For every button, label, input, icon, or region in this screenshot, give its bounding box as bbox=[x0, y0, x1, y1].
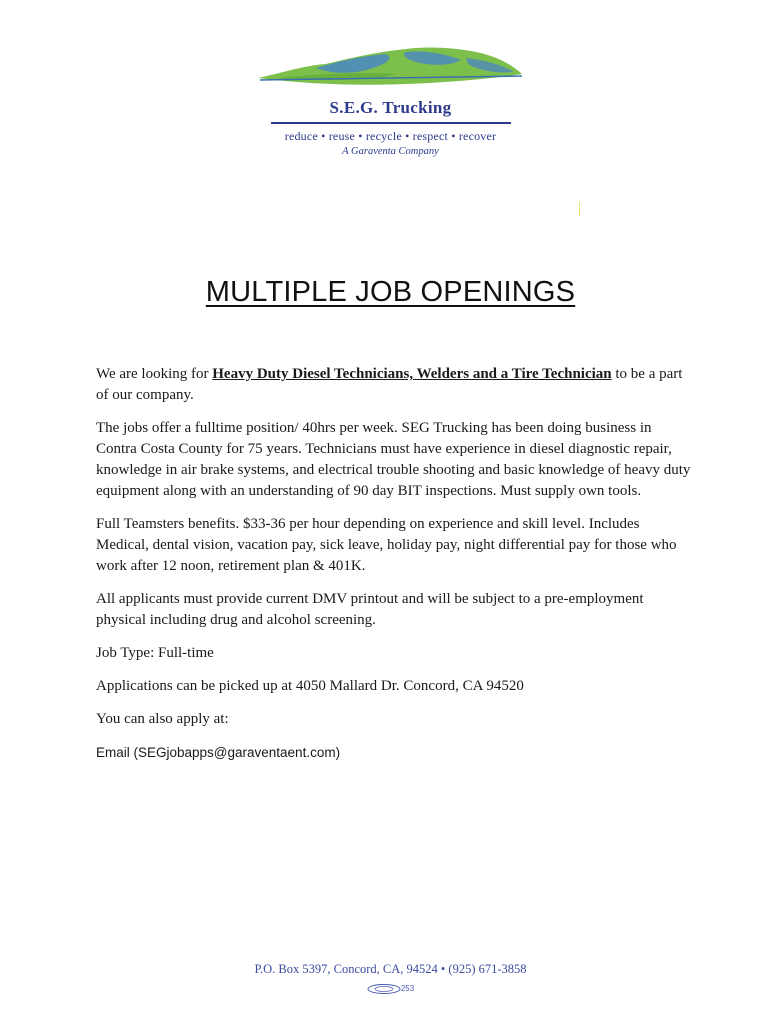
document-body bbox=[96, 364, 696, 763]
intro-paragraph bbox=[96, 364, 696, 406]
intro-text-start: We are looking for bbox=[96, 366, 213, 382]
company-tagline: reduce • reuse • recycle • respect • recover bbox=[284, 129, 497, 143]
footer-address: P.O. Box 5397, Concord, CA, 94524 • (925) 671-3858 bbox=[254, 962, 527, 976]
benefits-paragraph: Full Teamsters benefits. $33-36 per hour depending on experience and skill level. Includes Medical, dental vision, vacation pay, sick leave, holiday pay, night differential pay for those who work after 12 noon, retirement plan & 401K. bbox=[96, 516, 677, 574]
union-bug-icon bbox=[367, 984, 401, 994]
intro-text-end: to be a part of our company. bbox=[96, 366, 683, 403]
positions-highlight: Heavy Duty Diesel Technicians, Welders and a Tire Technician bbox=[212, 366, 612, 382]
apply-also: You can also apply at: bbox=[96, 711, 229, 727]
parent-company: A Garaventa Company bbox=[342, 146, 439, 157]
union-number: 253 bbox=[400, 984, 415, 994]
email-contact[interactable]: Email (SEGjobapps@garaventaent.com) bbox=[96, 745, 341, 760]
mountain-logo-icon bbox=[256, 44, 526, 94]
letterhead bbox=[0, 44, 781, 157]
company-name: S.E.G. Trucking bbox=[329, 98, 452, 117]
job-type: Job Type: Full-time bbox=[96, 645, 214, 661]
pickup-location: Applications can be picked up at 4050 Mallard Dr. Concord, CA 94520 bbox=[96, 678, 524, 694]
page-title: MULTIPLE JOB OPENINGS bbox=[205, 276, 576, 308]
requirements-paragraph: All applicants must provide current DMV printout and will be subject to a pre-employment physical including drug and alcohol screening. bbox=[96, 591, 644, 628]
scan-mark bbox=[579, 202, 580, 216]
union-label bbox=[0, 984, 781, 994]
job-details-paragraph: The jobs offer a fulltime position/ 40hrs per week. SEG Trucking has been doing business in Contra Costa County for 75 years. Technicians must have experience in diesel diagnostic repair, knowledge in air brake systems, and electrical trouble shooting and basic knowledge of heavy duty equipment along with an understanding of 90 day BIT inspections. Must supply own tools. bbox=[96, 420, 691, 499]
letterhead-divider bbox=[271, 122, 511, 124]
